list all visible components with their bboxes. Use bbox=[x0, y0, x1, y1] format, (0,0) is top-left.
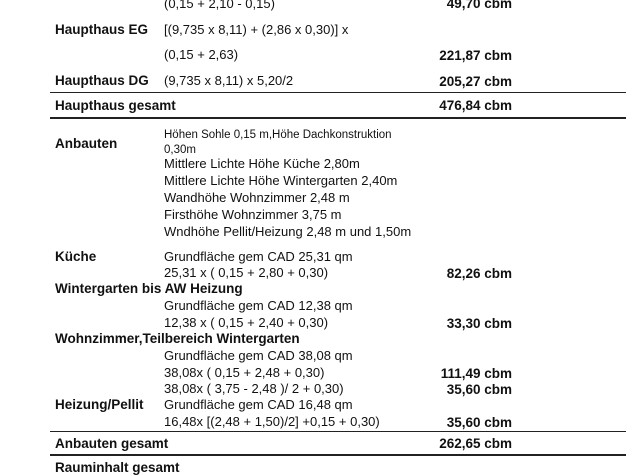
wohnzimmer-value-2: 35,60 cbm bbox=[446, 382, 512, 397]
haupthaus-dg-label: Haupthaus DG bbox=[55, 73, 149, 88]
haupthaus-gesamt-label: Haupthaus gesamt bbox=[55, 98, 176, 113]
haupthaus-eg-value: 221,87 cbm bbox=[439, 48, 512, 63]
kueche-formula: 25,31 x ( 0,15 + 2,80 + 0,30) bbox=[164, 265, 329, 280]
haupthaus-dg-formula: (9,735 x 8,11) x 5,20/2 bbox=[164, 73, 294, 88]
top-formula: (0,15 + 2,10 - 0,15) bbox=[164, 0, 275, 11]
anbauten-line: Mittlere Lichte Höhe Küche 2,80m bbox=[164, 156, 360, 171]
anbauten-gesamt-label: Anbauten gesamt bbox=[55, 436, 169, 451]
haupthaus-eg-formula-1: [(9,735 x 8,11) + (2,86 x 0,30)] x bbox=[164, 22, 349, 37]
wohnzimmer-formula-1: 38,08x ( 0,15 + 2,48 + 0,30) bbox=[164, 365, 325, 380]
divider bbox=[50, 454, 626, 456]
anbauten-line: Firsthöhe Wohnzimmer 3,75 m bbox=[164, 207, 342, 222]
anbauten-line: Wandhöhe Wohnzimmer 2,48 m bbox=[164, 190, 350, 205]
anbauten-line: Mittlere Lichte Höhe Wintergarten 2,40m bbox=[164, 173, 398, 188]
haupthaus-eg-label: Haupthaus EG bbox=[55, 22, 149, 37]
rauminhalt-gesamt-label: Rauminhalt gesamt bbox=[55, 460, 180, 475]
top-value: 49,70 cbm bbox=[446, 0, 512, 11]
anbauten-note-2: 0,30m bbox=[164, 144, 196, 156]
wintergarten-value: 33,30 cbm bbox=[446, 316, 512, 331]
anbauten-note-1: Höhen Sohle 0,15 m,Höhe Dachkonstruktion bbox=[164, 129, 392, 141]
anbauten-line: Wndhöhe Pellit/Heizung 2,48 m und 1,50m bbox=[164, 224, 412, 239]
wintergarten-formula: 12,38 x ( 0,15 + 2,40 + 0,30) bbox=[164, 315, 329, 330]
divider bbox=[50, 117, 626, 119]
heizung-area: Grundfläche gem CAD 16,48 qm bbox=[164, 397, 353, 412]
kueche-area: Grundfläche gem CAD 25,31 qm bbox=[164, 249, 353, 264]
wohnzimmer-formula-2: 38,08x ( 3,75 - 2,48 )/ 2 + 0,30) bbox=[164, 381, 344, 396]
anbauten-gesamt-value: 262,65 cbm bbox=[439, 436, 512, 451]
wintergarten-label: Wintergarten bis AW Heizung bbox=[55, 281, 243, 296]
heizung-formula: 16,48x [(2,48 + 1,50)/2] +0,15 + 0,30) bbox=[164, 414, 380, 429]
haupthaus-eg-formula-2: (0,15 + 2,63) bbox=[164, 47, 239, 62]
anbauten-label: Anbauten bbox=[55, 136, 118, 151]
wohnzimmer-value-1: 111,49 cbm bbox=[440, 366, 512, 381]
kueche-value: 82,26 cbm bbox=[446, 266, 512, 281]
heizung-value: 35,60 cbm bbox=[446, 415, 512, 430]
wintergarten-area: Grundfläche gem CAD 12,38 qm bbox=[164, 298, 353, 313]
haupthaus-gesamt-value: 476,84 cbm bbox=[439, 98, 512, 113]
kueche-label: Küche bbox=[55, 249, 97, 264]
haupthaus-dg-value: 205,27 cbm bbox=[439, 74, 512, 89]
divider bbox=[50, 92, 626, 93]
divider bbox=[50, 431, 626, 432]
wohnzimmer-label: Wohnzimmer,Teilbereich Wintergarten bbox=[55, 331, 300, 346]
heizung-label: Heizung/Pellit bbox=[55, 397, 144, 412]
wohnzimmer-area: Grundfläche gem CAD 38,08 qm bbox=[164, 348, 353, 363]
